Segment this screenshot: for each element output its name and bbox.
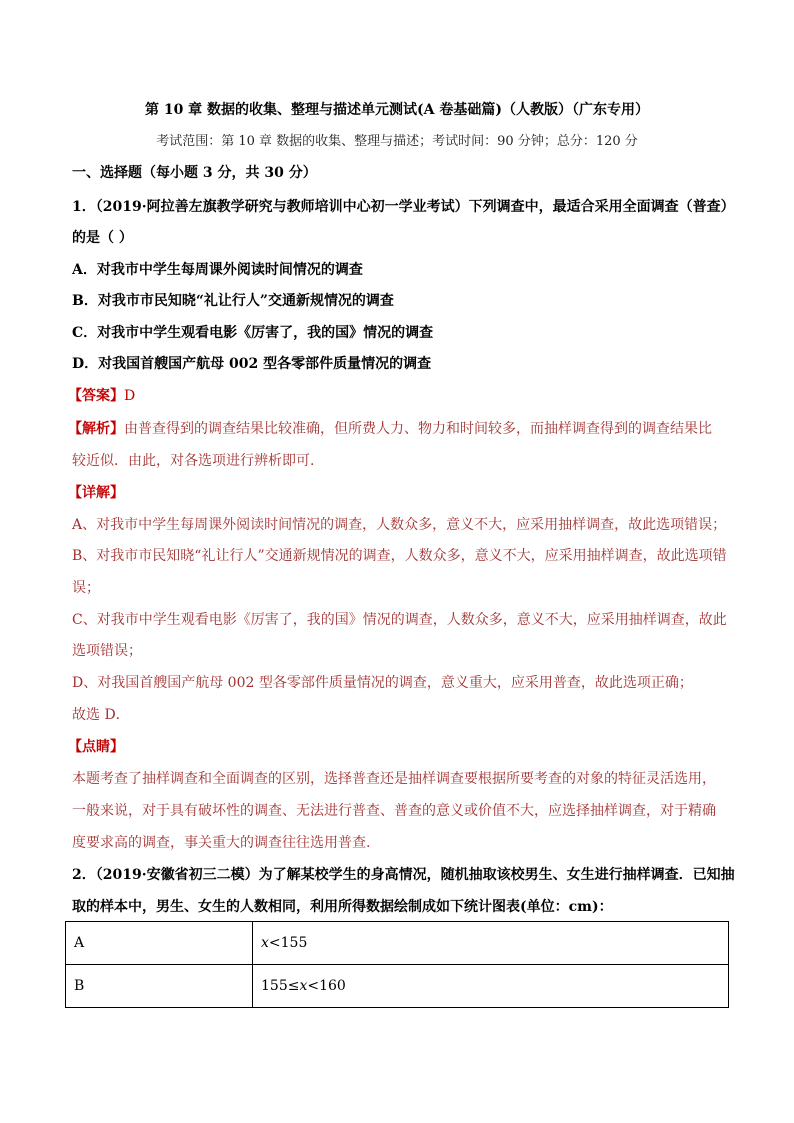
analysis-line-1 — [68, 419, 712, 439]
question-2-line-2: 取的样本中，男生、女生的人数相同，利用所得数据绘制成如下统计图表(单位：cm)： — [72, 899, 613, 915]
detail-line-2: B、对我市市民知晓“礼让行人”交通新规情况的调查，人数众多，意义不大，应采用抽样调查，故此选项错 — [72, 548, 727, 564]
detail-line-5: 选项错误； — [72, 643, 142, 659]
doc-title: 第 10 章 数据的收集、整理与描述单元测试(A 卷基础篇)（人教版）（广东专用） — [144, 102, 650, 118]
group-cell: B — [66, 965, 253, 1008]
question-1-line-1: 1．（2019·阿拉善左旗教学研究与教师培训中心初一学业考试）下列调查中，最适合采用全面调查（普查） — [72, 199, 735, 215]
comment-line-2: 一般来说，对于具有破坏性的调查、无法进行普查、普查的意义或价值不大，应选择抽样调查，对于精确 — [72, 803, 716, 819]
option-d: D．对我国首艘国产航母 002 型各零部件质量情况的调查 — [72, 356, 432, 372]
detail-line-3: 误； — [72, 580, 100, 596]
range-cell: x<155 — [253, 922, 729, 965]
question-1-line-2: 的是（ ） — [72, 230, 133, 246]
height-group-table — [65, 921, 729, 1008]
table-row — [66, 922, 729, 965]
option-c: C．对我市中学生观看电影《厉害了，我的国》情况的调查 — [72, 325, 434, 341]
answer-value: D — [124, 388, 136, 404]
table-row — [66, 965, 729, 1008]
group-cell: A — [66, 922, 253, 965]
analysis-line-2: 较近似．由此，对各选项进行辨析即可. — [72, 453, 315, 469]
option-a: A．对我市中学生每周课外阅读时间情况的调查 — [72, 262, 363, 278]
detail-line-7: 故选 D． — [72, 707, 130, 723]
comment-line-3: 度要求高的调查，事关重大的调查往往选用普查. — [72, 835, 371, 851]
detail-line-4: C、对我市中学生观看电影《厉害了，我的国》情况的调查，人数众多，意义不大，应采用抽样调查，故此 — [72, 612, 727, 628]
doc-subtitle: 考试范围：第 10 章 数据的收集、整理与描述；考试时间：90 分钟；总分：120 分 — [156, 134, 638, 149]
answer-line — [68, 386, 135, 406]
answer-tag: 【答案】 — [68, 388, 124, 404]
comment-line-1: 本题考查了抽样调查和全面调查的区别，选择普查还是抽样调查要根据所要考查的对象的特征灵活选用， — [72, 771, 716, 787]
question-2-line-1: 2．（2019·安徽省初三二模）为了解某校学生的身高情况，随机抽取该校男生、女生进行抽样调查．已知抽 — [72, 867, 735, 883]
detail-line-6: D、对我国首艘国产航母 002 型各零部件质量情况的调查，意义重大，应采用普查，故此选项正确； — [72, 675, 693, 691]
analysis-text-1: 由普查得到的调查结果比较准确，但所费人力、物力和时间较多，而抽样调查得到的调查结果比 — [124, 421, 712, 437]
detail-tag: 【详解】 — [68, 485, 124, 501]
section-heading: 一、选择题（每小题 3 分，共 30 分） — [72, 165, 317, 181]
option-b: B．对我市市民知晓“礼让行人”交通新规情况的调查 — [72, 293, 394, 309]
range-cell: 155≤x<160 — [253, 965, 729, 1008]
comment-tag: 【点睛】 — [68, 739, 124, 755]
detail-line-1: A、对我市中学生每周课外阅读时间情况的调查，人数众多，意义不大，应采用抽样调查，故此选项错误； — [72, 517, 727, 533]
analysis-tag: 【解析】 — [68, 421, 124, 437]
